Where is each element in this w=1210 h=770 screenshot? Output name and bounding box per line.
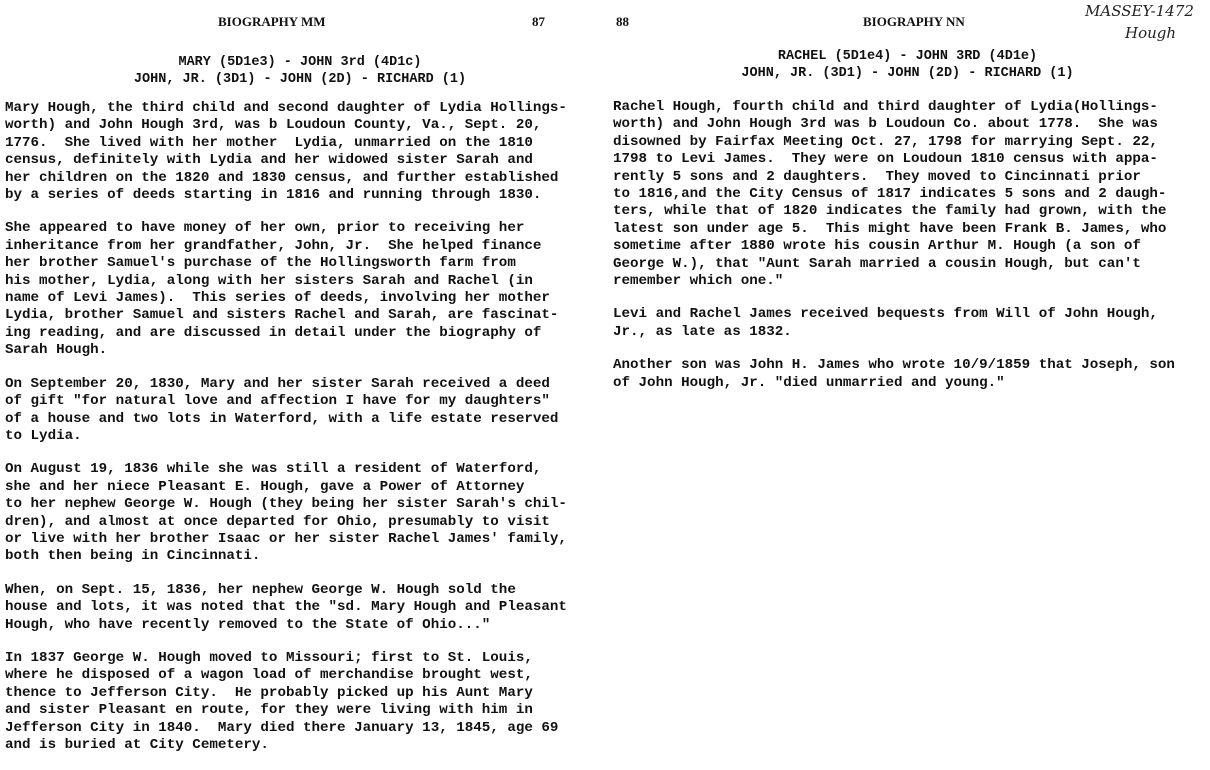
left-page xyxy=(0,0,600,754)
body-text xyxy=(613,99,1210,408)
page-number: 87 xyxy=(532,14,545,29)
paragraph: In 1837 George W. Hough moved to Missouri; first to St. Louis, where he disposed of a wagon load of merchandise brought west, thence to Jefferson City. He probably picked up his Aunt Mary and sister Pleasant en route, for they were living with him in Jefferson City in 1840. Mary died there January 13, 1845, age 69 and is buried at City Cemetery. xyxy=(5,649,559,753)
paragraph: Another son was John H. James who wrote 10/9/1859 that Joseph, son of John Hough, Jr. "died unmarried and young." xyxy=(613,357,1175,391)
paragraph: Rachel Hough, fourth child and third daughter of Lydia(Hollings- worth) and John Hough 3rd was b Loudoun Co. about 1778. She was disowned by Fairfax Meeting Oct. 27, 1798 for marrying Sept. 22, 1798 to Levi James. They were on Loudoun 1810 census with appa- rently 5 sons and 2 daughters. They moved to Cincinnati prior to 1816,and the City Census of 1817 indicates 5 sons and 2 daugh- ters, while that of 1820 indicates the family had grown, with the latest son under age 5. This might have been Frank B. James, who sometime after 1880 wrote his cousin Arthur M. Hough (a son of George W.), that "Aunt Sarah married a cousin Hough, but can't remember which one." xyxy=(613,99,1167,290)
lineage-line-2: JOHN, JR. (3D1) - JOHN (2D) - RICHARD (1) xyxy=(133,72,467,87)
handwritten-annotation-line-2: Hough xyxy=(1125,24,1177,42)
lineage-line-1: RACHEL (5D1e4) - JOHN 3RD (4D1e) xyxy=(777,49,1038,64)
page-title: BIOGRAPHY NN xyxy=(863,14,965,29)
paragraph: She appeared to have money of her own, prior to receiving her inheritance from her grandfather, John, Jr. She helped finance her brother Samuel's purchase of the Hollingsworth farm from his mother, Lydia, along with her sisters Sarah and Rachel (in name of Levi James). This series of deeds, involving her mother Lydia, brother Samuel and sisters Rachel and Sarah, are fascinat- ing reading, and are discussed in detail under the biography of Sarah Hough. xyxy=(5,220,559,359)
body-text xyxy=(5,100,600,770)
lineage-line-2: JOHN, JR. (3D1) - JOHN (2D) - RICHARD (1) xyxy=(741,66,1074,81)
page-number: 88 xyxy=(616,14,629,29)
right-page xyxy=(605,0,1210,754)
handwritten-annotation-line-1: MASSEY-1472 xyxy=(1085,2,1194,20)
paragraph: On August 19, 1836 while she was still a resident of Waterford, she and her niece Pleasant E. Hough, gave a Power of Attorney to her nephew George W. Hough (they being her sister Sarah's chil- dren), and almost at once departed for Ohio, presumably to visit or live with her brother Isaac or her sister Rachel James' family, both then being in Cincinnati. xyxy=(5,461,567,565)
page-title: BIOGRAPHY MM xyxy=(218,14,326,29)
paragraph: On September 20, 1830, Mary and her sister Sarah received a deed of gift "for natural love and affection I have for my daughters" of a house and two lots in Waterford, with a life estate reserved to Lydia. xyxy=(5,375,559,444)
paragraph: When, on Sept. 15, 1836, her nephew George W. Hough sold the house and lots, it was noted that the "sd. Mary Hough and Pleasant Hough, who have recently removed to the State of Ohio..." xyxy=(5,581,567,633)
paragraph: Mary Hough, the third child and second daughter of Lydia Hollings- worth) and John Hough 3rd, was b Loudoun County, Va., Sept. 20, 1776. She lived with her mother Lydia, unmarried on the 1810 census, definitely with Lydia and her widowed sister Sarah and her children on the 1820 and 1830 census, and further established by a series of deeds starting in 1816 and running through 1830. xyxy=(5,100,567,204)
lineage-line-1: MARY (5D1e3) - JOHN 3rd (4D1c) xyxy=(178,55,422,70)
paragraph: Levi and Rachel James received bequests from Will of John Hough, Jr., as late as 1832. xyxy=(613,306,1158,340)
